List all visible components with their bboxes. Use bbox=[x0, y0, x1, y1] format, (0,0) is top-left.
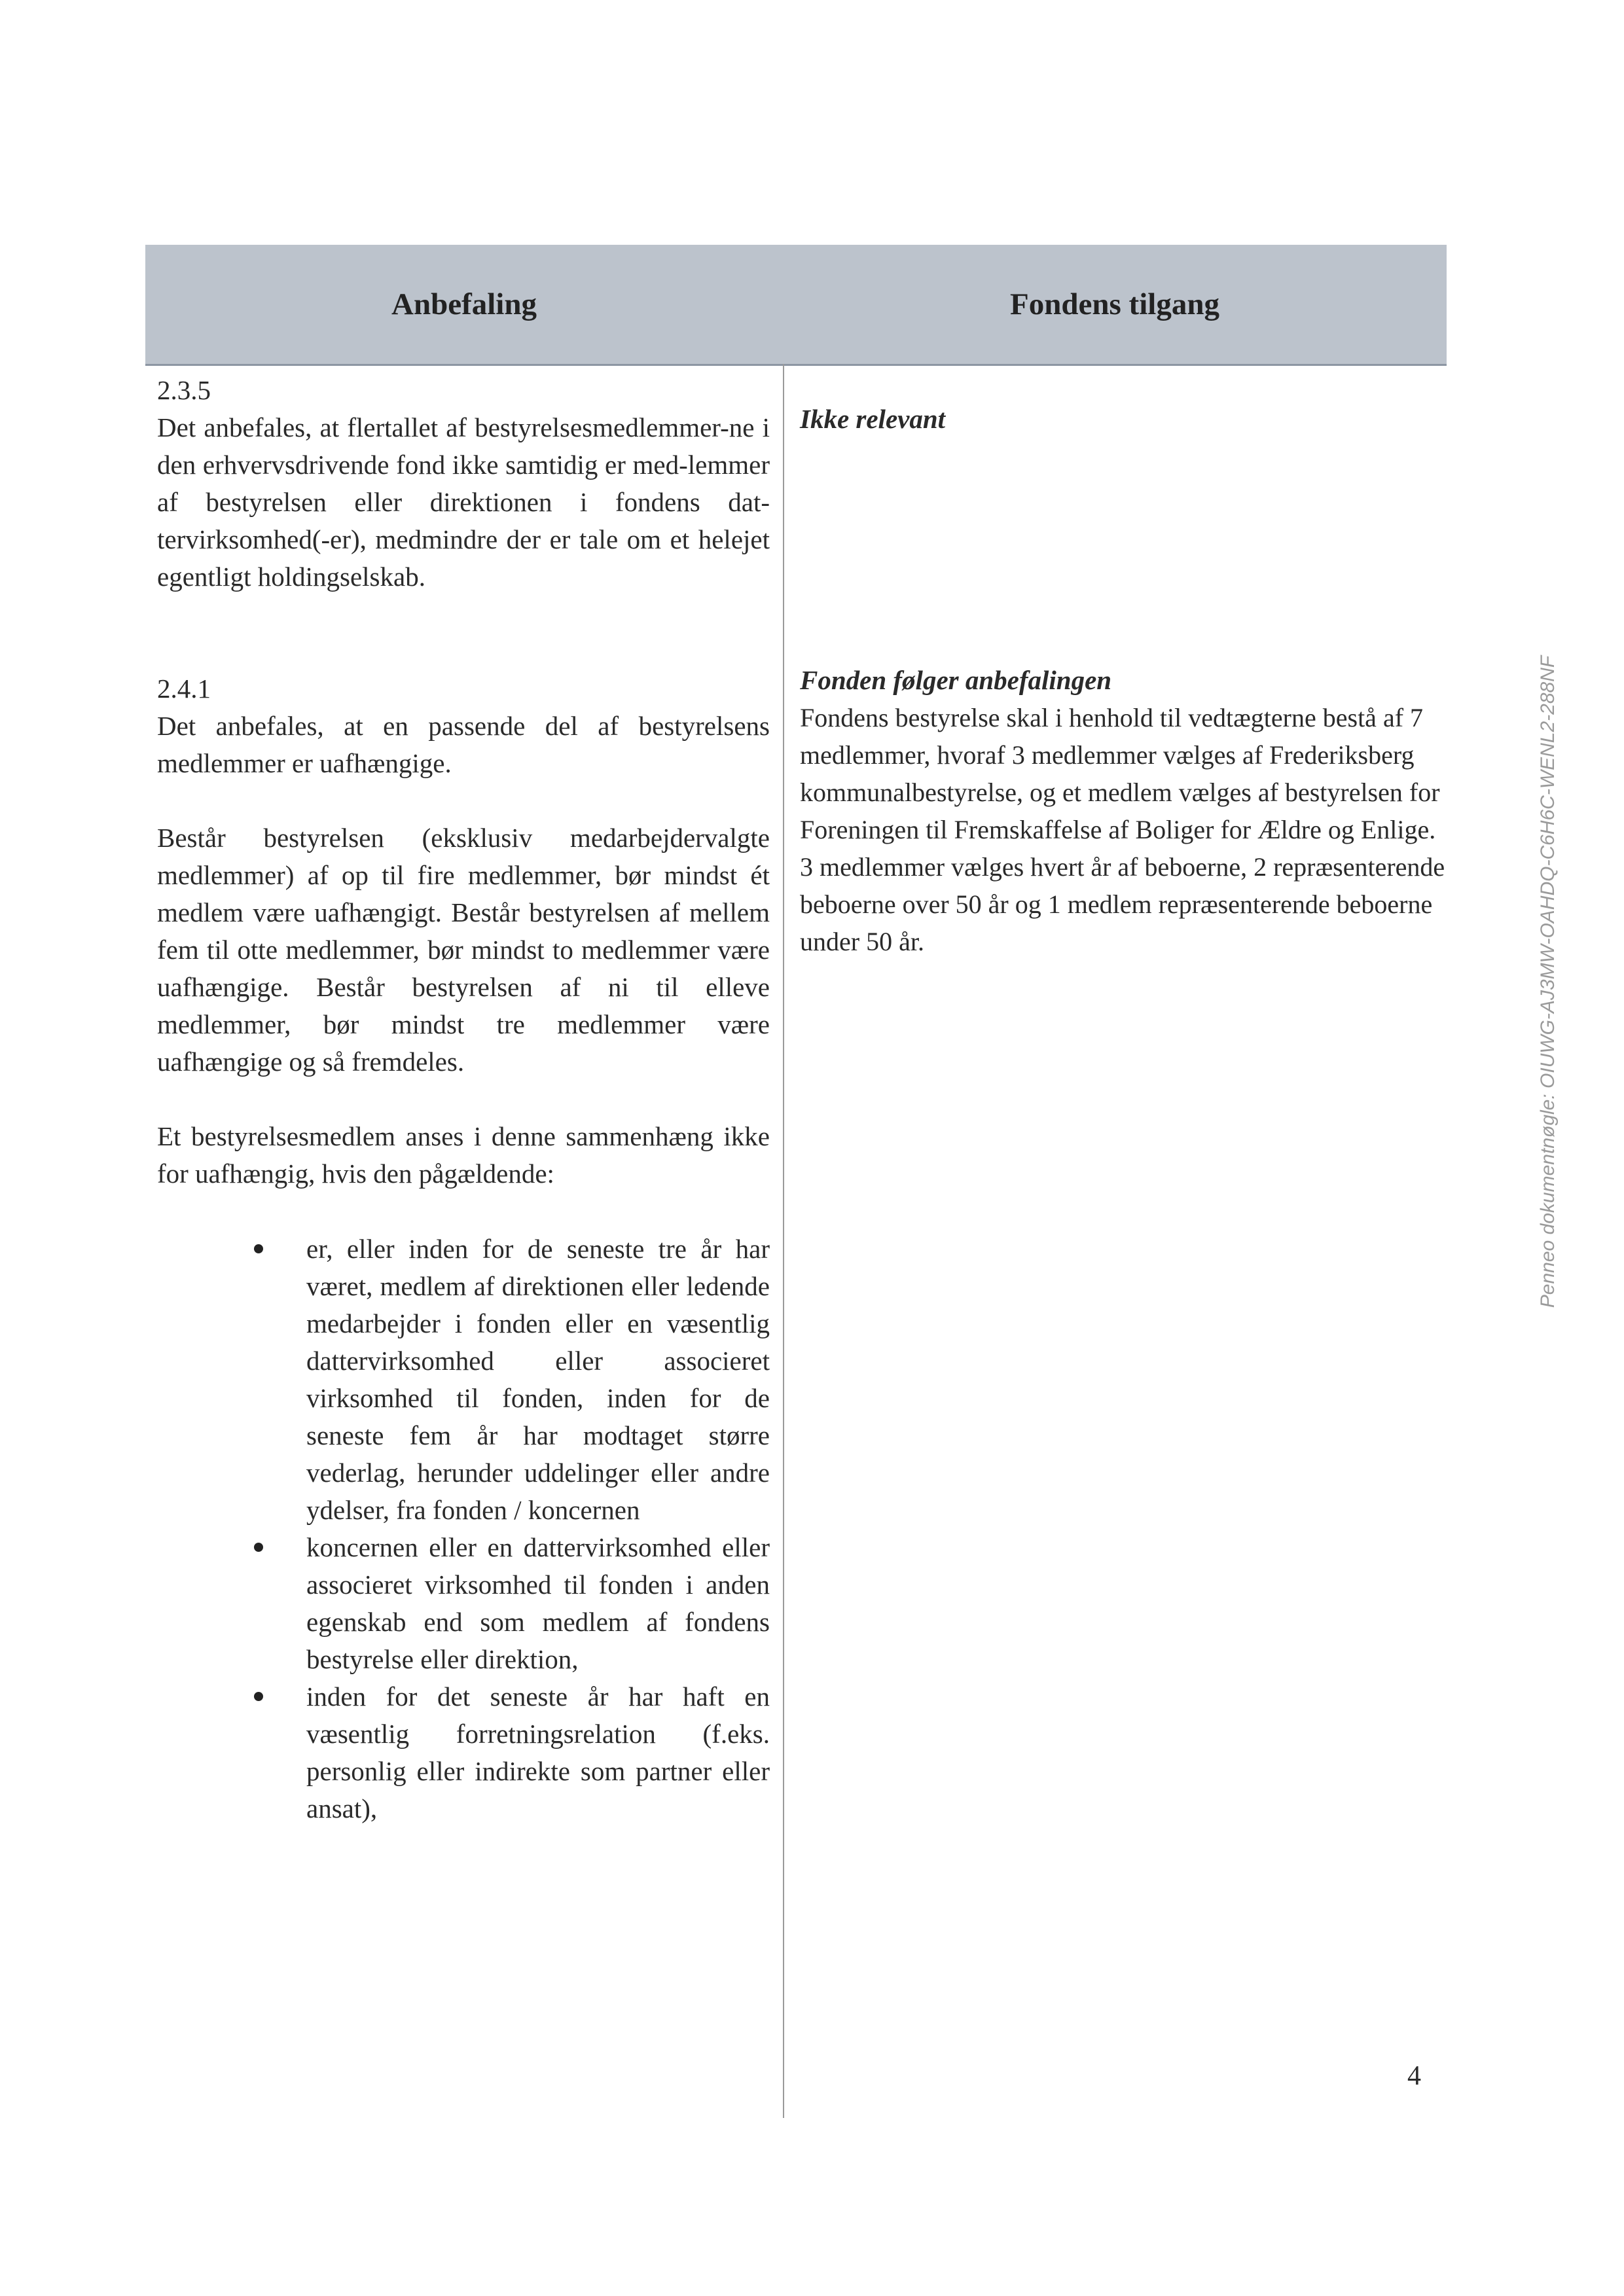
section-2-4-1-paragraph-3: Et bestyrelsesmedlem anses i denne sammenhæng ikke for uafhængig, hvis den pågældende: bbox=[157, 1121, 770, 1189]
list-item: inden for det seneste år har haft en væsentlig forretningsrelation (f.eks. personlig eller indirekte som partner eller ansat), bbox=[157, 1678, 770, 1827]
section-2-3-5-text: Det anbefales, at flertallet af bestyrelsesmedlemmer-ne i den erhvervsdrivende fond ikke samtidig er med-lemmer af bestyrelsen eller direktionen i fondens dat-tervirksomhed(-er), medmindre der er tale om et helejet egentligt holdingselskab. bbox=[157, 412, 770, 592]
page-number: 4 bbox=[1407, 2061, 1421, 2091]
document-key: Penneo dokumentnøgle: OIUWG-AJ3MW-OAHDQ-C6H6C-WENL2-288NF bbox=[1537, 655, 1559, 1308]
status-foelger-anbefalingen: Fonden følger anbefalingen bbox=[800, 665, 1112, 695]
bullet-icon bbox=[254, 1543, 263, 1552]
bullet-icon bbox=[254, 1692, 263, 1701]
list-item: koncernen eller en dattervirksomhed eller associeret virksomhed til fonden i anden egenskab end som medlem af fondens bestyrelse eller direktion, bbox=[157, 1529, 770, 1678]
column-divider bbox=[783, 364, 784, 2118]
status-ikke-relevant: Ikke relevant bbox=[800, 404, 946, 434]
right-column bbox=[800, 401, 1448, 960]
table-header bbox=[145, 245, 1447, 366]
section-2-4-1-paragraph-2: Består bestyrelsen (eksklusiv medarbejdervalgte medlemmer) af op til fire medlemmer, bør mindst ét medlem være uafhængigt. Består bestyrelsen af mellem fem til otte medlemmer, bør mindst to medlemmer være uafhængige. Består bestyrelsen af ni til elleve medlemmer, bør mindst tre medlemmer være uafhængige og så fremdeles. bbox=[157, 823, 770, 1077]
list-item: er, eller inden for de seneste tre år har været, medlem af direktionen eller ledende medarbejder i fonden eller en væsentlig dattervirksomhed eller associeret virksomhed til fonden, inden for de seneste fem år har modtaget større vederlag, herunder uddelinger eller andre ydelser, fra fonden / koncernen bbox=[157, 1230, 770, 1529]
section-2-4-1-text: Det anbefales, at en passende del af bestyrelsens medlemmer er uafhængige. bbox=[157, 711, 770, 778]
bullet-icon bbox=[254, 1244, 263, 1253]
header-fondens-tilgang: Fondens tilgang bbox=[1010, 287, 1219, 321]
section-number-2-4-1: 2.4.1 bbox=[157, 673, 211, 704]
independence-criteria-list bbox=[157, 1230, 770, 1827]
section-2-4-1-response: Fondens bestyrelse skal i henhold til vedtægterne bestå af 7 medlemmer, hvoraf 3 medlemmer vælges af Frederiksberg kommunalbestyrelse, og et medlem vælges af bestyrelsen for Foreningen til Fremskaffelse af Boliger for Ældre og Enlige. 3 medlemmer vælges hvert år af beboerne, 2 repræsenterende beboerne over 50 år og 1 medlem repræsenterende beboerne under 50 år. bbox=[800, 703, 1445, 956]
header-anbefaling: Anbefaling bbox=[391, 287, 537, 321]
left-column bbox=[157, 372, 770, 1827]
section-number-2-3-5: 2.3.5 bbox=[157, 375, 211, 405]
